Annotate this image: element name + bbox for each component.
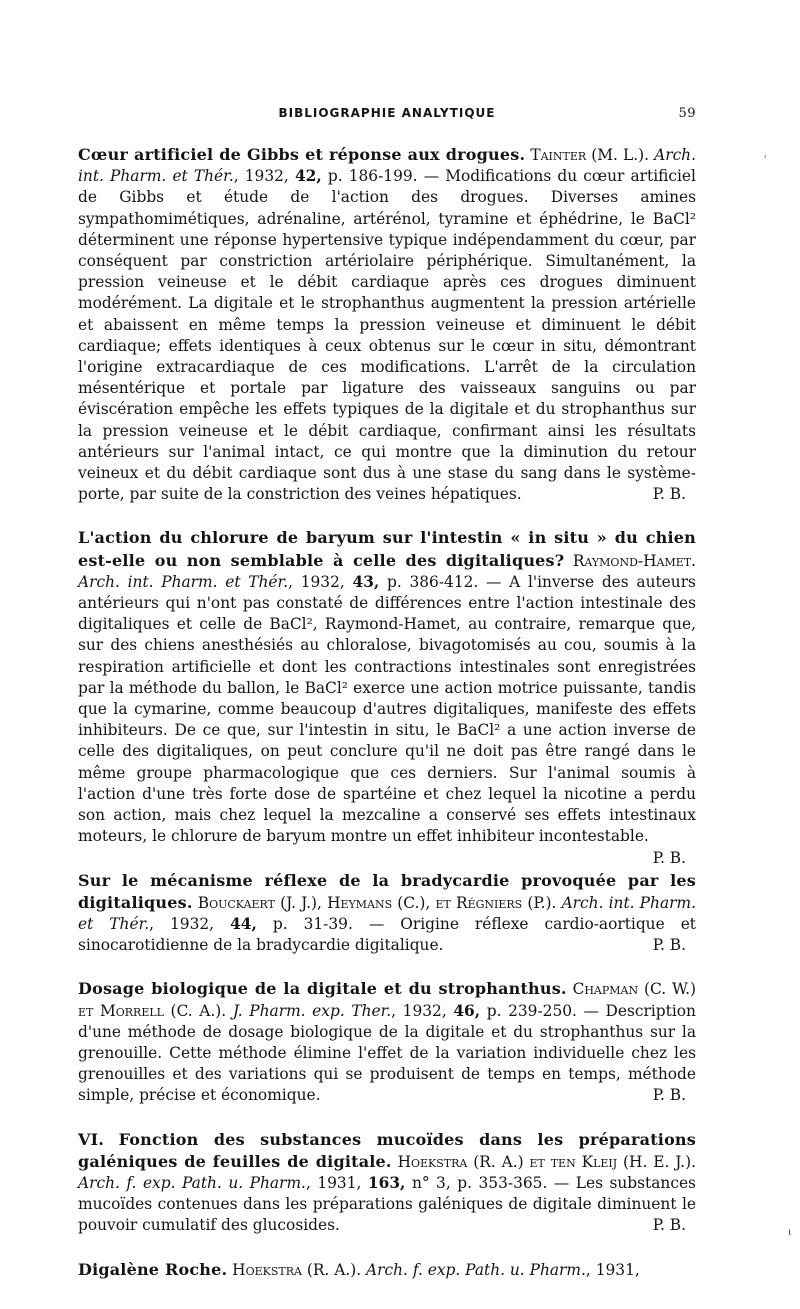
bibliography-entry: Cœur artificiel de Gibbs et réponse aux drogues. Tainter (M. L.). Arch. int. Pharm. et Thér., 1932, 42, p. 186-199. — Modifications du cœur artificiel de Gibbs et étude de l'action des drogues. Diverses amines sympathomimétiques, adrénaline, artérénol, tyramine et éphédrine, le BaCl² déterminent une réponse hypertensive typique indépendamment du cœur, par conséquent par constriction artériolaire périphérique. Simultanément, la pression veineuse et le débit cardiaque après ces drogues diminuent modérément. La digitale et le strophanthus augmentent la pression artérielle et abaissent en même temps la pression veineuse et diminuent le débit cardiaque; effets identiques à ceux obtenus sur le cœur in situ, démontrant l'origine extracardiaque de ces modifications. L'arrêt de la circulation mésentérique et portale par ligature des vaisseaux sanguins ou par éviscération empêche les effets typiques de la digitale et du strophanthus sur la pression veineuse et le débit cardiaque, confirmant ainsi les résultats antérieurs sur l'animal intact, ce qui montre que la diminution du retour veineux et du débit cardiaque sont dus à une stase du sang dans le système-porte, par suite de la constriction des veines hépatiques. P. B. (78, 144, 696, 505)
entry-volume: 42, (294, 167, 322, 186)
entry-abstract: — Les substances mucoïdes contenues dans les préparations galéniques de digitale diminuent le pouvoir cumulatif des glucosides. (78, 1173, 696, 1235)
entry-title: Sur le mécanisme réflexe de la bradycardie provoquée par les digitaliques. (78, 870, 696, 912)
entry-pages: p. 31-39. (272, 914, 353, 933)
entry-year: 1932, (402, 1001, 447, 1020)
entry-volume: 43, (352, 572, 380, 591)
entry-authors: Tainter (M. L.). (530, 146, 649, 164)
entry-volume: 163, (367, 1173, 406, 1192)
entry-abstract: — Modifications du cœur artificiel de Gibbs et étude de l'action des drogues. Diverses amines sympathomimétiques, adrénaline, artérénol, tyramine et éphédrine, le BaCl² déterminent une réponse hypertensive typique indépendamment du cœur, par conséquent par constriction artériolaire périphérique. Simultanément, la pression veineuse et le débit cardiaque après ces drogues diminuent modérément. La digitale et le strophanthus augmentent la pression artérielle et abaissent en même temps la pression veineuse et diminuent le débit cardiaque; effets identiques à ceux obtenus sur le cœur in situ, démontrant l'origine extracardiaque de ces modifications. L'arrêt de la circulation mésentérique et portale par ligature des vaisseaux sanguins ou par éviscération empêche les effets typiques de la digitale et du strophanthus sur la pression veineuse et le débit cardiaque, confirmant ainsi les résultats antérieurs sur l'animal intact, ce qui montre que la diminution du retour veineux et du débit cardiaque sont dus à une stase du sang dans le système-porte, par suite de la constriction des veines hépatiques. (78, 167, 696, 504)
bibliography-entry: L'action du chlorure de baryum sur l'intestin « in situ » du chien est-elle ou non semblable à celle des digitaliques? Raymond-Hamet. Arch. int. Pharm. et Thér., 1932, 43, p. 386-412. — A l'inverse des auteurs antérieurs qui n'ont pas constaté de différences entre l'action intestinale des digitaliques et celle de BaCl², Raymond-Hamet, au contraire, remarque que, sur des chiens anesthésiés au chloralose, bivagotomisés au cou, soumis à la respiration artificielle et dont les contractions intestinales sont enregistrées par la méthode du ballon, le BaCl² exerce une action motrice puissante, tandis que la cymarine, comme beaucoup d'autres digitaliques, manifeste des effets inhibiteurs. De ce que, sur l'intestin in situ, le BaCl² a une action inverse de celle des digitaliques, on peut conclure qu'il ne doit pas être rangé dans le même groupe pharmacologique que ces derniers. Sur l'animal soumis à l'action d'une très forte dose de spartéine et chez lequel la nicotine a perdu son action, mais chez lequel la mezcaline a conservé ses effets intestinaux moteurs, le chlorure de baryum montre un effet inhibiteur incontestable. P. B. (78, 527, 696, 847)
entry-title: Cœur artificiel de Gibbs et réponse aux drogues. (78, 145, 526, 164)
entry-journal: Arch. int. Pharm. et Thér. (78, 893, 696, 933)
entry-signature: P. B. (652, 1216, 686, 1235)
entry-authors: Bouckaert (J. J.), Heymans (C.), et Régniers (P.). (197, 893, 557, 912)
journal-page (78, 96, 696, 1281)
entry-journal: Arch. int. Pharm. et Thér. (78, 146, 696, 186)
bibliography-entry: Dosage biologique de la digitale et du strophanthus. Chapman (C. W.) et Morrell (C. A.). J. Pharm. exp. Ther., 1932, 46, p. 239-250. — Description d'une méthode de dosage biologique de la digitale et du strophanthus sur la grenouille. Cette méthode élimine l'effet de la variation individuelle chez les grenouilles et des variations qui se produisent de temps en temps, méthode simple, précise et économique. P. B. (78, 978, 696, 1106)
entry-title: L'action du chlorure de baryum sur l'intestin « in situ » du chien est-elle ou non semblable à celle des digitaliques? (78, 528, 696, 570)
entry-title: Digalène Roche. (78, 1259, 228, 1279)
entry-year: 1931, (595, 1260, 640, 1279)
entry-pages: p. 386-412. (386, 572, 479, 591)
entry-signature: P. B. (652, 936, 686, 955)
entry-pages: p. 239-250. (486, 1001, 577, 1020)
entry-year: 1932, (170, 914, 215, 933)
entry-abstract: — A l'inverse des auteurs antérieurs qui n'ont pas constaté de différences entre l'action intestinale des digitaliques et celle de BaCl², Raymond-Hamet, au contraire, remarque que, sur des chiens anesthésiés au chloralose, bivagotomisés au cou, soumis à la respiration artificielle et dont les contractions intestinales sont enregistrées par la méthode du ballon, le BaCl² exerce une action motrice puissante, tandis que la cymarine, comme beaucoup d'autres digitaliques, manifeste des effets inhibiteurs. De ce que, sur l'intestin in situ, le BaCl² a une action inverse de celle des digitaliques, on peut conclure qu'il ne doit pas être rangé dans le même groupe pharmacologique que ces derniers. Sur l'animal soumis à l'action d'une très forte dose de spartéine et chez lequel la nicotine a perdu son action, mais chez lequel la mezcaline a conservé ses effets intestinaux moteurs, le chlorure de baryum montre un effet inhibiteur incontestable. (78, 572, 696, 846)
entry-abstract: — Description d'une méthode de dosage biologique de la digitale et du strophanthus sur la grenouille. Cette méthode élimine l'effet de la variation individuelle chez les grenouilles et des variations qui se produisent de temps en temps, méthode simple, précise et économique. (78, 1001, 696, 1105)
entry-year: 1932, (244, 167, 289, 186)
bibliography-entry: Digalène Roche. Hoekstra (R. A.). Arch. f. exp. Path. u. Pharm., 1931, (78, 1259, 640, 1279)
running-head (78, 96, 696, 122)
margin-mark: ′ (764, 152, 767, 166)
entry-journal: Arch. f. exp. Path. u. Pharm. (78, 1173, 306, 1192)
entry-signature: P. B. (652, 485, 686, 504)
entry-abstract: — Origine réflexe cardio-aortique et sinocarotidienne de la bradycardie digitalique. (78, 914, 696, 955)
entry-signature: P. B. (652, 848, 686, 867)
entry-title: Dosage biologique de la digitale et du strophanthus. (78, 979, 567, 999)
entry-year: 1932, (300, 572, 345, 591)
entry-authors: Hoekstra (R. A.) et ten Kleij (H. E. J.). (397, 1152, 696, 1171)
page-number: 59 (678, 106, 696, 121)
bibliography-entry: VI. Fonction des substances mucoïdes dans les préparations galéniques de feuilles de digitale. Hoekstra (R. A.) et ten Kleij (H. E. J.). Arch. f. exp. Path. u. Pharm., 1931, 163, n° 3, p. 353-365. — Les substances mucoïdes contenues dans les préparations galéniques de digitale diminuent le pouvoir cumulatif des glucosides. P. B. (78, 1129, 696, 1237)
margin-mark: ι (788, 1224, 792, 1238)
entry-signature: P. B. (652, 1086, 686, 1105)
entry-journal: Arch. f. exp. Path. u. Pharm. (366, 1260, 586, 1279)
entry-volume: 46, (453, 1001, 481, 1020)
entry-year: 1931, (317, 1173, 362, 1192)
section-number: VI. (78, 1129, 105, 1149)
entry-pages: n° 3, p. 353-365. (411, 1173, 548, 1192)
entry-journal: Arch. int. Pharm. et Thér. (78, 572, 289, 591)
entry-journal: J. Pharm. exp. Ther. (232, 1001, 392, 1020)
running-head-title: BIBLIOGRAPHIE ANALYTIQUE (278, 106, 496, 120)
entry-pages: p. 186-199. (327, 167, 418, 186)
entry-volume: 44, (230, 914, 257, 933)
entry-authors: Hoekstra (R. A.). (232, 1260, 362, 1279)
entry-title: Fonction des substances mucoïdes dans les préparations galéniques de feuilles de digitale. (78, 1129, 696, 1171)
entry-authors: Raymond-Hamet. (572, 551, 696, 570)
entry-authors: Chapman (C. W.) et Morrell (C. A.). (78, 980, 696, 1020)
bibliography-entry: Sur le mécanisme réflexe de la bradycardie provoquée par les digitaliques. Bouckaert (J. J.), Heymans (C.), et Régniers (P.). Arch. int. Pharm. et Thér., 1932, 44, p. 31-39. — Origine réflexe cardio-aortique et sinocarotidienne de la bradycardie digitalique. P. B. (78, 870, 696, 957)
